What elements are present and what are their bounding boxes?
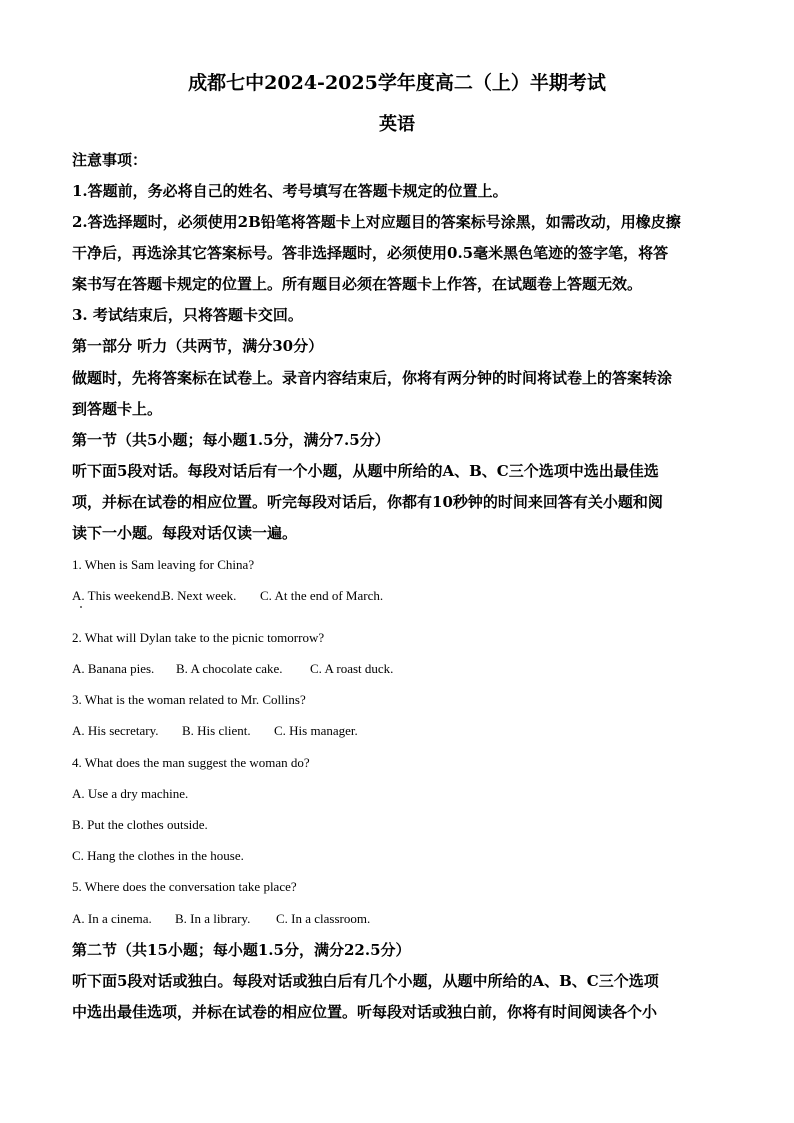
notice-item-2-line-2: 干净后，再选涂其它答案标号。答非选择题时，必须使用0.5毫米黑色笔迹的签字笔，将答: [72, 244, 669, 262]
question-4-option-b: B. Put the clothes outside.: [72, 817, 208, 832]
subject-title: 英语: [379, 114, 415, 135]
question-5-option-a: A. In a cinema.: [72, 911, 152, 926]
question-5-options: [72, 910, 370, 928]
question-1-option-b: B. Next week.: [162, 588, 237, 603]
question-2-option-b: B. A chocolate cake.: [176, 661, 283, 676]
section2-instruction-line-1: 听下面5段对话或独白。每段对话或独白后有几个小题，从题中所给的A、B、C三个选项: [72, 972, 659, 990]
question-3-option-a: A. His secretary.: [72, 723, 159, 738]
question-2-option-c: C. A roast duck.: [310, 661, 394, 676]
question-1-option-c: C. At the end of March.: [260, 588, 384, 603]
notice-item-2-line-1: 2.答选择题时，必须使用2B铅笔将答题卡上对应题目的答案标号涂黑，如需改动，用橡皮擦: [72, 213, 681, 231]
question-3-stem: 3. What is the woman related to Mr. Collins?: [72, 692, 306, 707]
question-3-option-c: C. His manager.: [274, 723, 358, 738]
exam-title: 成都七中2024-2025学年度高二（上）半期考试: [188, 72, 606, 94]
notice-item-1: 1.答题前，务必将自己的姓名、考号填写在答题卡规定的位置上。: [72, 182, 508, 200]
stray-mark: [80, 606, 82, 608]
question-1-options: [72, 587, 383, 605]
question-2-option-a: A. Banana pies.: [72, 661, 155, 676]
question-4-option-c: C. Hang the clothes in the house.: [72, 848, 244, 863]
question-5-stem: 5. Where does the conversation take place?: [72, 879, 297, 894]
question-1-stem: 1. When is Sam leaving for China?: [72, 557, 255, 572]
question-4-stem: 4. What does the man suggest the woman do?: [72, 755, 310, 770]
section2-heading: 第二节（共15小题；每小题1.5分，满分22.5分）: [72, 941, 411, 959]
question-5-option-c: C. In a classroom.: [276, 911, 371, 926]
section1-instruction-line-1: 听下面5段对话。每段对话后有一个小题，从题中所给的A、B、C三个选项中选出最佳选: [72, 462, 659, 480]
question-2-stem: 2. What will Dylan take to the picnic tomorrow?: [72, 630, 325, 645]
section1-heading: 第一节（共5小题；每小题1.5分，满分7.5分）: [72, 431, 390, 449]
section2-instruction-line-2: 中选出最佳选项，并标在试卷的相应位置。听每段对话或独白前，你将有时间阅读各个小: [72, 1003, 658, 1021]
question-5-option-b: B. In a library.: [175, 911, 251, 926]
section1-instruction-line-3: 读下一小题。每段对话仅读一遍。: [72, 524, 298, 542]
section1-instruction-line-2: 项，并标在试卷的相应位置。听完每段对话后，你都有10秒钟的时间来回答有关小题和阅: [72, 493, 663, 511]
question-1-option-a: A. This weekend.: [72, 588, 164, 603]
part1-instruction-line-2: 到答题卡上。: [72, 400, 163, 418]
question-2-options: [72, 660, 393, 678]
part1-heading: 第一部分 听力（共两节，满分30分）: [72, 337, 324, 355]
notice-heading: 注意事项：: [72, 151, 148, 169]
question-4-option-a: A. Use a dry machine.: [72, 786, 189, 801]
question-3-options: [72, 722, 358, 740]
notice-item-3: 3. 考试结束后，只将答题卡交回。: [72, 306, 303, 324]
part1-instruction-line-1: 做题时，先将答案标在试卷上。录音内容结束后，你将有两分钟的时间将试卷上的答案转涂: [72, 369, 673, 387]
notice-item-2-line-3: 案书写在答题卡规定的位置上。所有题目必须在答题卡上作答，在试题卷上答题无效。: [72, 275, 643, 293]
question-3-option-b: B. His client.: [182, 723, 251, 738]
